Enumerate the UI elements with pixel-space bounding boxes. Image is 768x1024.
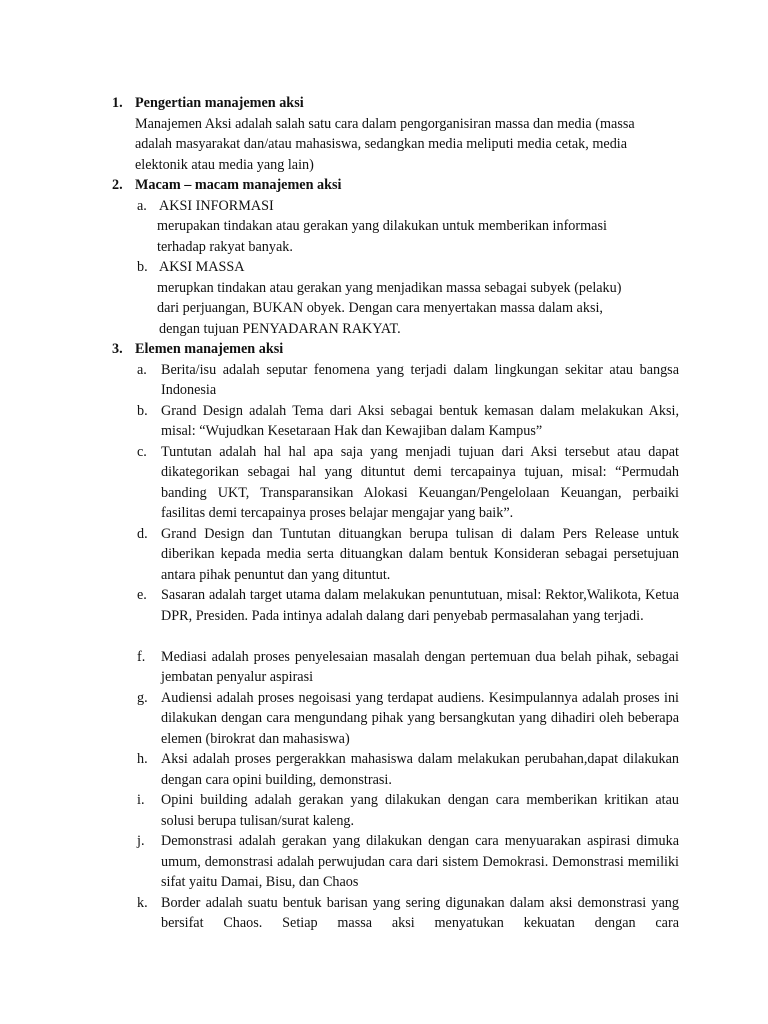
paragraph-line: adalah masyarakat dan/atau mahasiswa, sedangkan media meliputi media cetak, media bbox=[135, 136, 628, 152]
item-text: Demonstrasi adalah gerakan yang dilakukan dengan cara menyuarakan aspirasi dimuka umum, demonstrasi adalah perwujudan cara dari sistem Demokrasi. Demonstrasi memiliki sifat yaitu Damai, Bisu, dan Chaos bbox=[161, 833, 679, 890]
section-title: Pengertian manajemen aksi bbox=[135, 95, 304, 111]
item-text: Opini building adalah gerakan yang dilakukan dengan cara memberikan kritikan atau solusi berupa tulisan/surat kaleng. bbox=[161, 792, 679, 829]
item-text: Tuntutan adalah hal hal apa saja yang menjadi tujuan dari Aksi tersebut atau dapat dikategorikan sebagai hal yang dituntut demi tercapainya tujuan, misal: “Permudah banding UKT, Transparansikan Alokasi Keuangan/Pengelolaan Keuangan, perbaiki fasilitas demi tercapainya proses belajar mengajar yang baik”. bbox=[161, 443, 679, 521]
item-letter: a. bbox=[137, 197, 147, 214]
item-letter: e. bbox=[137, 587, 147, 603]
section-number: 3. bbox=[112, 341, 123, 357]
item-text-line: merupkan tindakan atau gerakan yang menjadikan massa sebagai subyek (pelaku) bbox=[157, 279, 622, 296]
item-text-line: terhadap rakyat banyak. bbox=[157, 238, 293, 255]
item-text-line: dengan tujuan PENYADARAN RAKYAT. bbox=[159, 320, 401, 337]
item-letter: f. bbox=[137, 648, 146, 665]
section-title: Macam – macam manajemen aksi bbox=[135, 177, 342, 193]
item-text: Sasaran adalah target utama dalam melakukan penuntutuan, misal: Rektor,Walikota, Ketua DPR, Presiden. Pada intinya adalah dalang dari penyebab permasalahan yang terjadi. bbox=[161, 587, 679, 624]
item-letter: k. bbox=[137, 894, 148, 911]
item-letter: g. bbox=[137, 689, 148, 706]
item-text: Audiensi adalah proses negoisasi yang terdapat audiens. Kesimpulannya adalah proses ini dilakukan dengan cara mengundang pihak yang bersangkutan yang dihadiri oleh beberapa elemen (birokrat dan mahasiswa) bbox=[161, 689, 679, 747]
paragraph-line: Manajemen Aksi adalah salah satu cara dalam pengorganisiran massa dan media (massa bbox=[135, 115, 635, 132]
item-letter: j. bbox=[137, 833, 145, 849]
section-title: Elemen manajemen aksi bbox=[135, 341, 284, 357]
item-text: Border adalah suatu bentuk barisan yang sering digunakan dalam aksi demonstrasi yang bersifat Chaos. Setiap massa aksi menyatukan kekuatan dengan cara bbox=[161, 894, 679, 931]
item-letter: b. bbox=[137, 259, 148, 275]
item-letter: i. bbox=[137, 792, 145, 808]
item-text-line: merupakan tindakan atau gerakan yang dilakukan untuk memberikan informasi bbox=[157, 218, 607, 234]
item-heading: AKSI MASSA bbox=[159, 259, 245, 275]
item-text: Berita/isu adalah seputar fenomena yang terjadi dalam lingkungan sekitar atau bangsa Indonesia bbox=[161, 361, 679, 398]
item-text: Mediasi adalah proses penyelesaian masalah dengan pertemuan dua belah pihak, sebagai jembatan penyalur aspirasi bbox=[161, 648, 679, 685]
item-letter: c. bbox=[137, 443, 147, 460]
section-number: 1. bbox=[112, 95, 123, 111]
item-text-line: dari perjuangan, BUKAN obyek. Dengan cara menyertakan massa dalam aksi, bbox=[157, 300, 603, 316]
paragraph-line: elektonik atau media yang lain) bbox=[135, 156, 314, 173]
item-letter: d. bbox=[137, 525, 148, 542]
item-text: Grand Design adalah Tema dari Aksi sebagai bentuk kemasan dalam melakukan Aksi, misal: “Wujudkan Kesetaraan Hak dan Kewajiban dalam Kampus” bbox=[161, 402, 679, 439]
item-heading: AKSI INFORMASI bbox=[159, 197, 274, 214]
item-text: Aksi adalah proses pergerakkan mahasiswa dalam melakukan perubahan,dapat dilakukan dengan cara opini building, demonstrasi. bbox=[161, 751, 679, 788]
item-letter: b. bbox=[137, 402, 148, 419]
item-letter: h. bbox=[137, 751, 148, 767]
section-number: 2. bbox=[112, 177, 123, 193]
item-letter: a. bbox=[137, 361, 147, 378]
item-text: Grand Design dan Tuntutan dituangkan berupa tulisan di dalam Pers Release untuk diberikan kepada media serta dituangkan dalam bentuk Konsideran sebagai persetujuan antara pihak penuntut dan yang dituntut. bbox=[161, 525, 679, 583]
